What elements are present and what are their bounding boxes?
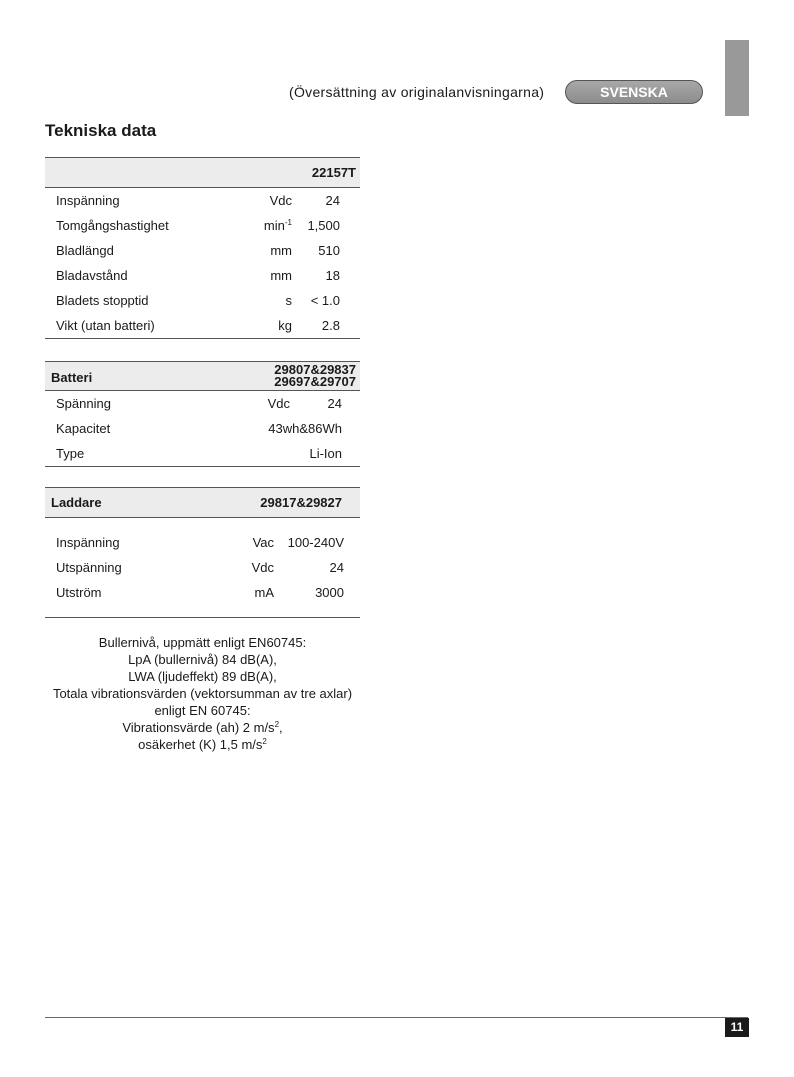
table-row [45, 213, 360, 238]
page-number: 11 [725, 1018, 749, 1037]
row-label: Bladets stopptid [56, 293, 149, 308]
row-unit: mA [254, 585, 274, 600]
table-row [45, 391, 360, 416]
uncertainty-line [45, 736, 360, 753]
row-label: Vikt (utan batteri) [56, 318, 155, 333]
row-label: Utström [56, 585, 102, 600]
translation-note: (Översättning av originalanvisningarna) [289, 84, 545, 100]
battery-table-header [45, 361, 360, 391]
row-value: < 1.0 [310, 293, 340, 308]
row-value: 3000 [315, 585, 344, 600]
row-unit: Vdc [251, 560, 274, 575]
row-unit: Vdc [267, 396, 290, 411]
footer-divider [45, 1017, 748, 1018]
row-label: Utspänning [56, 560, 122, 575]
row-label: Bladavstånd [56, 268, 128, 283]
charger-spec-table [45, 487, 360, 618]
battery-model-line2: 29697&29707 [274, 374, 356, 389]
table-row [45, 416, 360, 441]
table-spacer [45, 518, 360, 530]
row-unit: kg [278, 318, 292, 333]
tool-model: 22157T [311, 165, 356, 180]
row-unit: mm [270, 243, 292, 258]
table-row [45, 555, 360, 580]
vibration-value-line [45, 719, 360, 736]
row-value: 100-240V [287, 535, 344, 550]
unit-base: min [263, 218, 285, 233]
uncertainty-text: osäkerhet (K) 1,5 m/s [138, 737, 263, 752]
row-value: 2.8 [321, 318, 340, 333]
row-unit: Vac [252, 535, 274, 550]
battery-models [274, 364, 356, 388]
noise-line: LpA (bullernivå) 84 dB(A), [128, 652, 277, 667]
table-bottom-rule [45, 605, 360, 618]
row-unit: s [285, 293, 292, 308]
row-value: Li-Ion [309, 446, 342, 461]
unit-exponent: -1 [284, 218, 292, 227]
row-value: 24 [325, 193, 340, 208]
row-value: 43wh&86Wh [268, 421, 342, 436]
row-value: 24 [327, 396, 342, 411]
unit-exponent: 2 [274, 720, 280, 729]
battery-spec-table [45, 361, 360, 467]
row-value: 1,500 [307, 218, 340, 233]
noise-vibration-info [45, 634, 360, 753]
charger-title: Laddare [51, 495, 102, 510]
row-unit: mm [270, 268, 292, 283]
battery-model-line1: 29807&29837 [274, 362, 356, 377]
table-row [45, 263, 360, 288]
side-tab-marker [725, 40, 749, 116]
row-value: 18 [325, 268, 340, 283]
row-label: Inspänning [56, 193, 120, 208]
page-title: Tekniska data [45, 121, 157, 140]
row-label: Spänning [56, 396, 111, 411]
table-row [45, 580, 360, 605]
tool-spec-table [45, 157, 360, 339]
language-badge: SVENSKA [565, 80, 703, 104]
vibration-value-tail: , [279, 720, 283, 735]
row-value: 510 [318, 243, 340, 258]
noise-line: enligt EN 60745: [154, 703, 251, 718]
unit-exponent: 2 [262, 737, 267, 746]
table-row [45, 238, 360, 263]
row-label: Bladlängd [56, 243, 114, 258]
table-row [45, 188, 360, 213]
vibration-value-text: Vibrationsvärde (ah) 2 m/s [122, 720, 275, 735]
charger-model: 29817&29827 [260, 495, 342, 510]
row-label: Kapacitet [56, 421, 111, 436]
row-label: Type [56, 446, 85, 461]
charger-table-header [45, 487, 360, 518]
row-unit: Vdc [269, 193, 292, 208]
table-row [45, 313, 360, 339]
row-label: Tomgångshastighet [56, 218, 169, 233]
row-label: Inspänning [56, 535, 120, 550]
row-value: 24 [329, 560, 344, 575]
table-row [45, 530, 360, 555]
row-unit [264, 213, 292, 238]
table-row [45, 288, 360, 313]
battery-title: Batteri [51, 370, 93, 385]
noise-line: Bullernivå, uppmätt enligt EN60745: [98, 635, 307, 650]
noise-line: Totala vibrationsvärden (vektorsumman av tre axlar) [52, 686, 353, 701]
table-row [45, 441, 360, 467]
tool-table-header [45, 157, 360, 188]
noise-line: LWA (ljudeffekt) 89 dB(A), [128, 669, 277, 684]
